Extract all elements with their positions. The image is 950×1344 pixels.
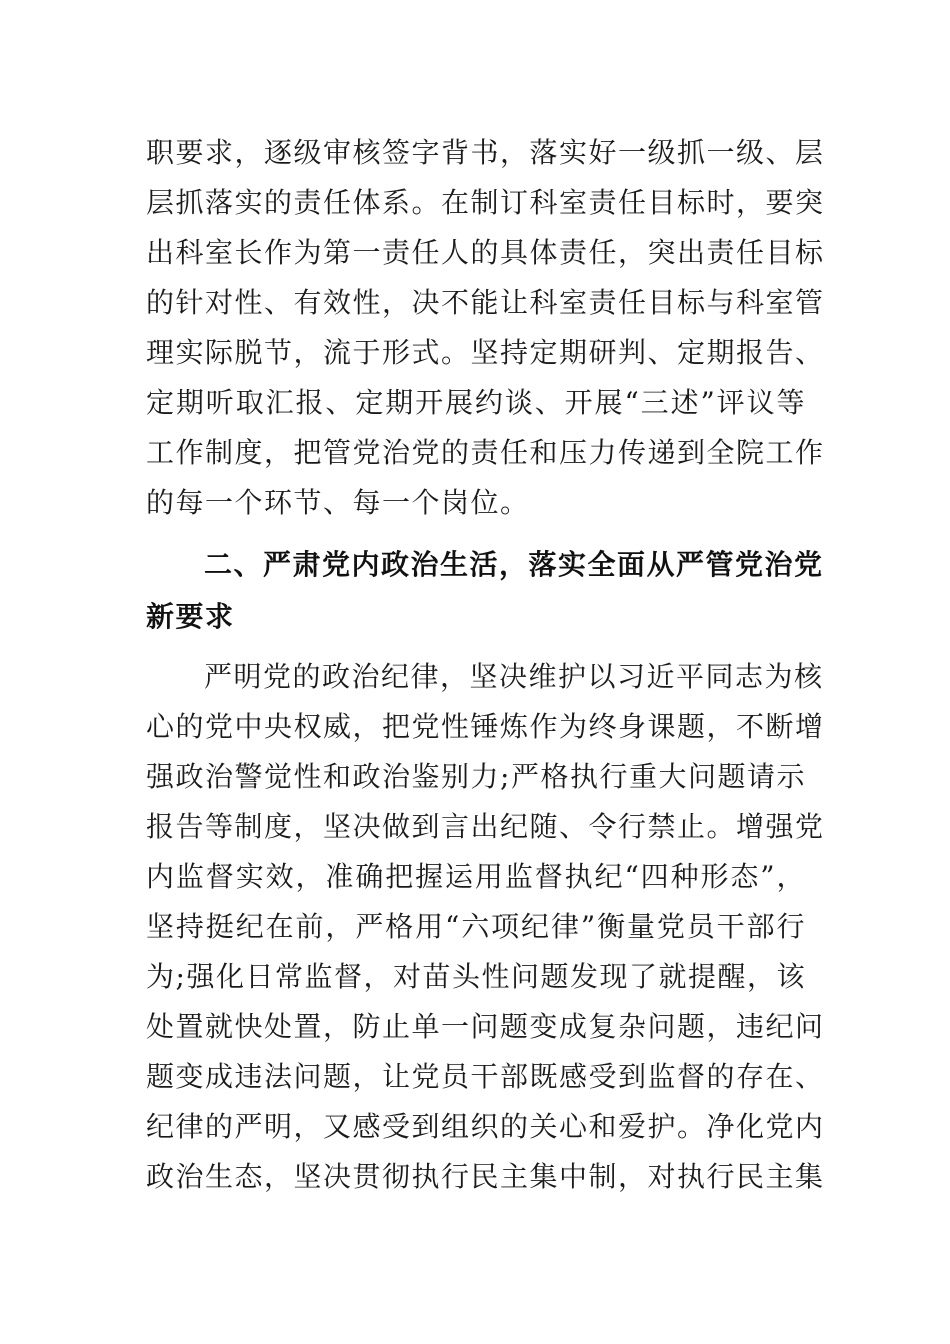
section-heading-line-2: 新要求 <box>146 600 235 633</box>
paragraph-1-line-7: 工作制度，把管党治党的责任和压力传递到全院工作 <box>146 436 825 469</box>
paragraph-1-line-3: 出科室长作为第一责任人的具体责任，突出责任目标 <box>146 236 825 269</box>
paragraph-2-line-8: 处置就快处置，防止单一问题变成复杂问题，违纪问 <box>146 1010 825 1043</box>
paragraph-2-line-10: 纪律的严明，又感受到组织的关心和爱护。净化党内 <box>146 1110 825 1143</box>
paragraph-2-line-9: 题变成违法问题，让党员干部既感受到监督的存在、 <box>146 1060 825 1093</box>
paragraph-2-line-11: 政治生态，坚决贯彻执行民主集中制，对执行民主集 <box>146 1160 825 1193</box>
paragraph-2-line-3: 强政治警觉性和政治鉴别力;严格执行重大问题请示 <box>146 760 806 793</box>
section-heading-line-1: 二、严肃党内政治生活，落实全面从严管党治党 <box>204 548 824 581</box>
paragraph-2-line-5: 内监督实效，准确把握运用监督执纪“四种形态”， <box>146 860 806 893</box>
paragraph-1-line-5: 理实际脱节，流于形式。坚持定期研判、定期报告、 <box>146 336 825 369</box>
paragraph-2-line-2: 心的党中央权威，把党性锤炼作为终身课题，不断增 <box>146 710 825 743</box>
paragraph-2-line-4: 报告等制度，坚决做到言出纪随、令行禁止。增强党 <box>146 810 825 843</box>
paragraph-2-line-7: 为;强化日常监督，对苗头性问题发现了就提醒，该 <box>146 960 806 993</box>
paragraph-1-line-8: 的每一个环节、每一个岗位。 <box>146 486 530 519</box>
paragraph-1-line-4: 的针对性、有效性，决不能让科室责任目标与科室管 <box>146 286 825 319</box>
paragraph-1-line-2: 层抓落实的责任体系。在制订科室责任目标时，要突 <box>146 186 825 219</box>
paragraph-1-line-1: 职要求，逐级审核签字背书，落实好一级抓一级、层 <box>146 136 825 169</box>
paragraph-1-line-6: 定期听取汇报、定期开展约谈、开展“三述”评议等 <box>146 386 806 419</box>
paragraph-2-line-1: 严明党的政治纪律，坚决维护以习近平同志为核 <box>204 660 824 693</box>
paragraph-2-line-6: 坚持挺纪在前，严格用“六项纪律”衡量党员干部行 <box>146 910 806 943</box>
